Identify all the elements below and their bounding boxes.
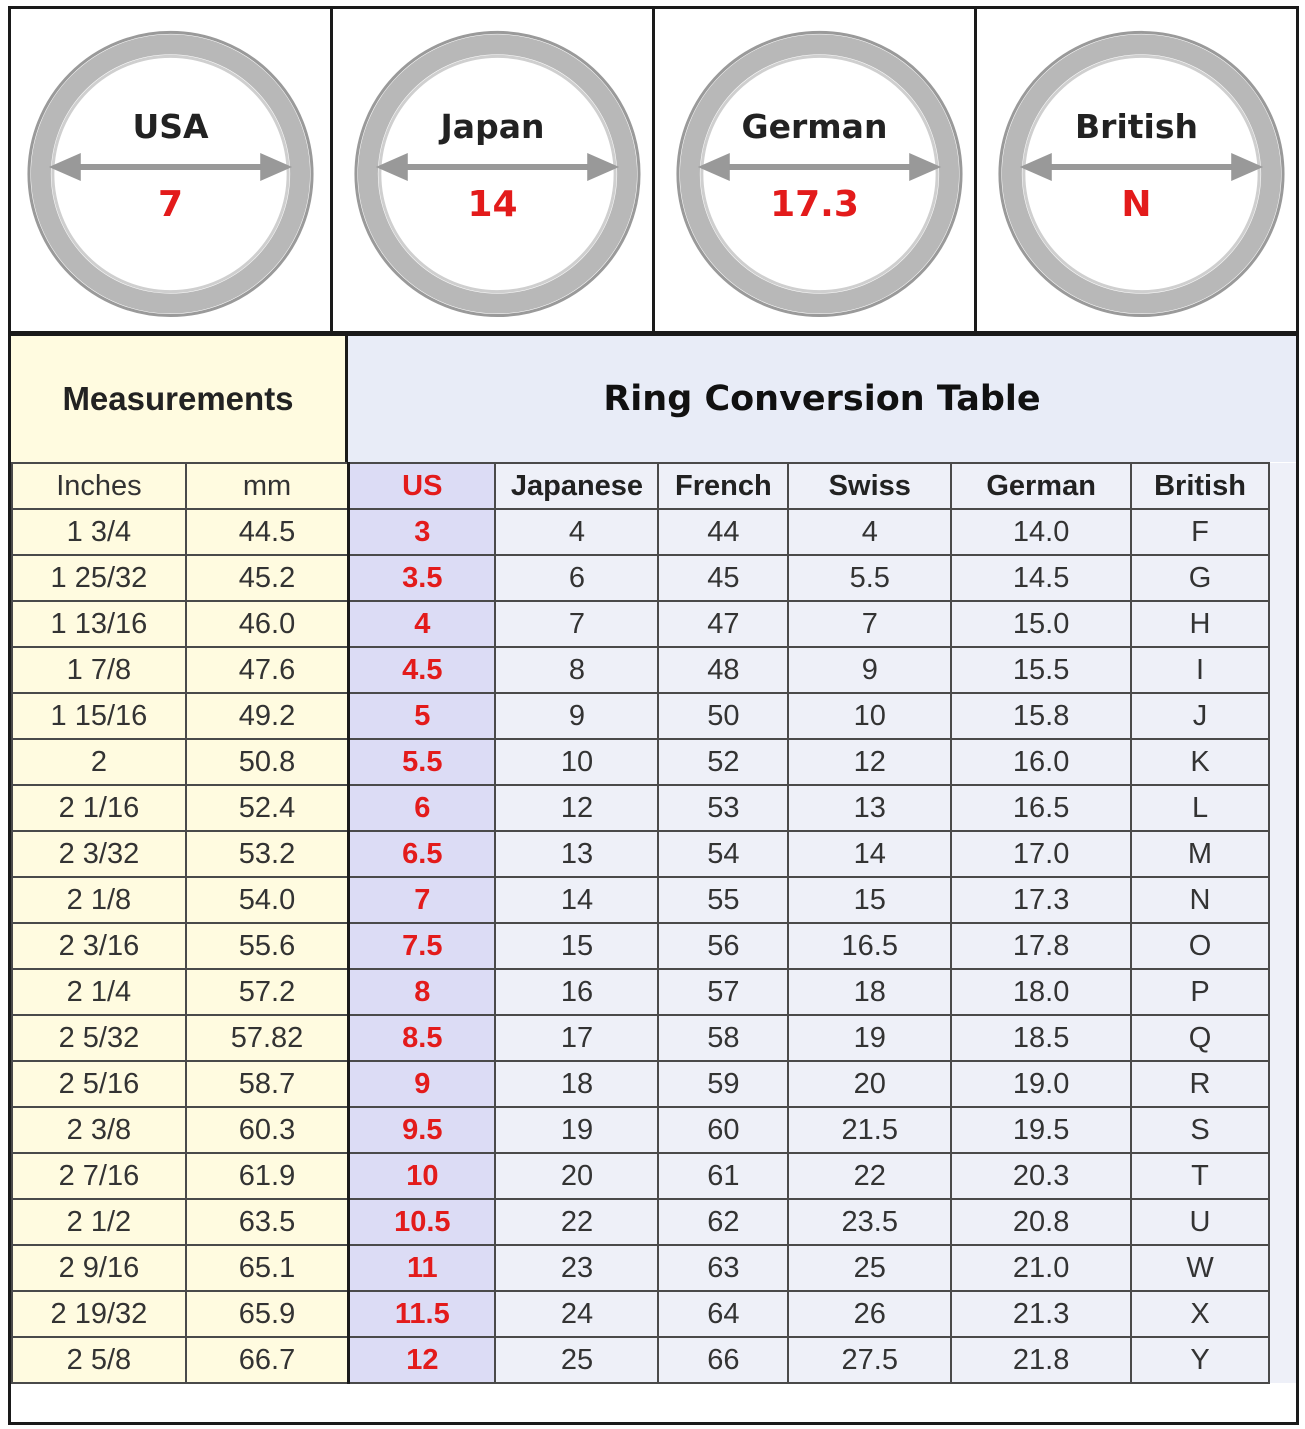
header-british: British (1131, 463, 1269, 509)
swiss-cell: 16.5 (788, 923, 951, 969)
french-cell: 56 (658, 923, 788, 969)
us-cell: 6.5 (349, 831, 496, 877)
table-edge (1269, 1153, 1296, 1199)
swiss-cell: 13 (788, 785, 951, 831)
japanese-cell: 17 (495, 1015, 658, 1061)
inches-cell: 2 19/32 (12, 1291, 186, 1337)
british-cell: L (1131, 785, 1269, 831)
mm-cell: 53.2 (186, 831, 349, 877)
japanese-cell: 8 (495, 647, 658, 693)
table-row (12, 785, 1296, 831)
inches-cell: 1 15/16 (12, 693, 186, 739)
inches-cell: 2 3/16 (12, 923, 186, 969)
mm-cell: 65.9 (186, 1291, 349, 1337)
table-edge (1269, 509, 1296, 555)
mm-cell: 46.0 (186, 601, 349, 647)
ring-conversion-table (11, 462, 1296, 1384)
swiss-cell: 5.5 (788, 555, 951, 601)
table-edge (1269, 785, 1296, 831)
japanese-cell: 7 (495, 601, 658, 647)
swiss-cell: 10 (788, 693, 951, 739)
us-cell: 3.5 (349, 555, 496, 601)
swiss-cell: 4 (788, 509, 951, 555)
mm-cell: 66.7 (186, 1337, 349, 1383)
german-cell: 16.5 (951, 785, 1131, 831)
french-cell: 44 (658, 509, 788, 555)
table-edge (1269, 923, 1296, 969)
table-edge (1269, 555, 1296, 601)
us-cell: 8.5 (349, 1015, 496, 1061)
table-row (12, 1015, 1296, 1061)
french-cell: 47 (658, 601, 788, 647)
mm-cell: 57.82 (186, 1015, 349, 1061)
british-cell: G (1131, 555, 1269, 601)
ring-size-value: 7 (157, 184, 184, 225)
table-row (12, 831, 1296, 877)
table-row (12, 1245, 1296, 1291)
british-cell: H (1131, 601, 1269, 647)
japanese-cell: 13 (495, 831, 658, 877)
inches-cell: 2 1/8 (12, 877, 186, 923)
french-cell: 66 (658, 1337, 788, 1383)
german-cell: 20.8 (951, 1199, 1131, 1245)
swiss-cell: 27.5 (788, 1337, 951, 1383)
us-cell: 9 (349, 1061, 496, 1107)
inches-cell: 2 1/16 (12, 785, 186, 831)
table-row (12, 1153, 1296, 1199)
table-edge (1269, 1245, 1296, 1291)
british-cell: Q (1131, 1015, 1269, 1061)
ring-size-value: 17.3 (770, 184, 859, 225)
german-cell: 15.8 (951, 693, 1131, 739)
table-header-row (12, 463, 1296, 509)
french-cell: 57 (658, 969, 788, 1015)
header-japanese: Japanese (495, 463, 658, 509)
table-edge (1269, 1337, 1296, 1383)
inches-cell: 2 3/8 (12, 1107, 186, 1153)
us-cell: 8 (349, 969, 496, 1015)
japanese-cell: 19 (495, 1107, 658, 1153)
us-cell: 12 (349, 1337, 496, 1383)
inches-cell: 2 7/16 (12, 1153, 186, 1199)
table-row (12, 509, 1296, 555)
japanese-cell: 20 (495, 1153, 658, 1199)
japanese-cell: 14 (495, 877, 658, 923)
french-cell: 53 (658, 785, 788, 831)
header-german: German (951, 463, 1131, 509)
table-row (12, 923, 1296, 969)
us-cell: 10.5 (349, 1199, 496, 1245)
us-cell: 7 (349, 877, 496, 923)
mm-cell: 61.9 (186, 1153, 349, 1199)
table-edge (1269, 693, 1296, 739)
inches-cell: 2 9/16 (12, 1245, 186, 1291)
ring-label: USA (132, 107, 209, 146)
german-cell: 21.8 (951, 1337, 1131, 1383)
german-cell: 21.0 (951, 1245, 1131, 1291)
ring-label: German (741, 107, 888, 146)
japanese-cell: 15 (495, 923, 658, 969)
table-edge (1269, 1107, 1296, 1153)
japanese-cell: 16 (495, 969, 658, 1015)
us-cell: 9.5 (349, 1107, 496, 1153)
table-edge (1269, 1015, 1296, 1061)
british-cell: T (1131, 1153, 1269, 1199)
inches-cell: 2 5/16 (12, 1061, 186, 1107)
table-edge (1269, 1291, 1296, 1337)
swiss-cell: 22 (788, 1153, 951, 1199)
british-cell: M (1131, 831, 1269, 877)
japanese-cell: 9 (495, 693, 658, 739)
ring-label: British (1075, 107, 1198, 146)
german-cell: 18.5 (951, 1015, 1131, 1061)
table-row (12, 1291, 1296, 1337)
table-row (12, 969, 1296, 1015)
japanese-cell: 25 (495, 1337, 658, 1383)
table-row (12, 1061, 1296, 1107)
table-row (12, 601, 1296, 647)
table-edge (1269, 877, 1296, 923)
ring-size-value: N (1121, 184, 1152, 225)
japanese-cell: 22 (495, 1199, 658, 1245)
measurements-title: Measurements (11, 336, 348, 462)
inches-cell: 2 1/4 (12, 969, 186, 1015)
table-edge (1269, 463, 1296, 509)
ring-icon (977, 9, 1296, 331)
table-edge (1269, 647, 1296, 693)
swiss-cell: 18 (788, 969, 951, 1015)
swiss-cell: 25 (788, 1245, 951, 1291)
table-title: Ring Conversion Table (348, 336, 1296, 462)
german-cell: 17.8 (951, 923, 1131, 969)
table-edge (1269, 1199, 1296, 1245)
inches-cell: 1 25/32 (12, 555, 186, 601)
table-row (12, 877, 1296, 923)
inches-cell: 2 5/8 (12, 1337, 186, 1383)
us-cell: 5.5 (349, 739, 496, 785)
conversion-table-area (11, 336, 1296, 1422)
swiss-cell: 26 (788, 1291, 951, 1337)
header-mm: mm (186, 463, 349, 509)
us-cell: 10 (349, 1153, 496, 1199)
german-cell: 15.5 (951, 647, 1131, 693)
table-edge (1269, 601, 1296, 647)
japanese-cell: 23 (495, 1245, 658, 1291)
mm-cell: 44.5 (186, 509, 349, 555)
german-cell: 17.3 (951, 877, 1131, 923)
german-cell: 19.5 (951, 1107, 1131, 1153)
german-cell: 20.3 (951, 1153, 1131, 1199)
table-edge (1269, 739, 1296, 785)
japanese-cell: 10 (495, 739, 658, 785)
french-cell: 61 (658, 1153, 788, 1199)
mm-cell: 65.1 (186, 1245, 349, 1291)
us-cell: 7.5 (349, 923, 496, 969)
mm-cell: 58.7 (186, 1061, 349, 1107)
british-cell: K (1131, 739, 1269, 785)
swiss-cell: 19 (788, 1015, 951, 1061)
us-cell: 11.5 (349, 1291, 496, 1337)
british-cell: W (1131, 1245, 1269, 1291)
table-row (12, 1337, 1296, 1383)
mm-cell: 57.2 (186, 969, 349, 1015)
mm-cell: 54.0 (186, 877, 349, 923)
british-cell: O (1131, 923, 1269, 969)
table-row (12, 739, 1296, 785)
inches-cell: 1 3/4 (12, 509, 186, 555)
table-row (12, 1199, 1296, 1245)
japanese-cell: 4 (495, 509, 658, 555)
japanese-cell: 18 (495, 1061, 658, 1107)
british-cell: J (1131, 693, 1269, 739)
ring-german (655, 9, 977, 331)
mm-cell: 63.5 (186, 1199, 349, 1245)
british-cell: N (1131, 877, 1269, 923)
ring-british (977, 9, 1296, 331)
german-cell: 16.0 (951, 739, 1131, 785)
ring-size-value: 14 (467, 184, 518, 225)
table-body (12, 509, 1296, 1383)
ring-label: Japan (440, 107, 545, 146)
header-us: US (349, 463, 496, 509)
us-cell: 6 (349, 785, 496, 831)
swiss-cell: 15 (788, 877, 951, 923)
french-cell: 55 (658, 877, 788, 923)
mm-cell: 55.6 (186, 923, 349, 969)
ring-illustrations (11, 9, 1296, 336)
french-cell: 58 (658, 1015, 788, 1061)
us-cell: 3 (349, 509, 496, 555)
ring-size-chart (8, 6, 1299, 1425)
french-cell: 63 (658, 1245, 788, 1291)
japanese-cell: 24 (495, 1291, 658, 1337)
british-cell: Y (1131, 1337, 1269, 1383)
british-cell: P (1131, 969, 1269, 1015)
swiss-cell: 12 (788, 739, 951, 785)
french-cell: 52 (658, 739, 788, 785)
british-cell: I (1131, 647, 1269, 693)
swiss-cell: 23.5 (788, 1199, 951, 1245)
british-cell: R (1131, 1061, 1269, 1107)
japanese-cell: 12 (495, 785, 658, 831)
french-cell: 60 (658, 1107, 788, 1153)
mm-cell: 49.2 (186, 693, 349, 739)
mm-cell: 45.2 (186, 555, 349, 601)
header-swiss: Swiss (788, 463, 951, 509)
french-cell: 48 (658, 647, 788, 693)
french-cell: 62 (658, 1199, 788, 1245)
german-cell: 18.0 (951, 969, 1131, 1015)
header-inches: Inches (12, 463, 186, 509)
us-cell: 5 (349, 693, 496, 739)
japanese-cell: 6 (495, 555, 658, 601)
german-cell: 14.0 (951, 509, 1131, 555)
french-cell: 50 (658, 693, 788, 739)
swiss-cell: 20 (788, 1061, 951, 1107)
french-cell: 59 (658, 1061, 788, 1107)
table-row (12, 555, 1296, 601)
ring-icon (333, 9, 652, 331)
mm-cell: 60.3 (186, 1107, 349, 1153)
german-cell: 19.0 (951, 1061, 1131, 1107)
us-cell: 11 (349, 1245, 496, 1291)
table-row (12, 647, 1296, 693)
swiss-cell: 7 (788, 601, 951, 647)
mm-cell: 47.6 (186, 647, 349, 693)
inches-cell: 1 7/8 (12, 647, 186, 693)
table-row (12, 1107, 1296, 1153)
german-cell: 21.3 (951, 1291, 1131, 1337)
inches-cell: 2 5/32 (12, 1015, 186, 1061)
british-cell: U (1131, 1199, 1269, 1245)
table-edge (1269, 1061, 1296, 1107)
inches-cell: 2 (12, 739, 186, 785)
table-edge (1269, 831, 1296, 877)
us-cell: 4 (349, 601, 496, 647)
us-cell: 4.5 (349, 647, 496, 693)
british-cell: F (1131, 509, 1269, 555)
ring-icon (655, 9, 974, 331)
ring-japan (333, 9, 655, 331)
british-cell: X (1131, 1291, 1269, 1337)
ring-icon (11, 9, 330, 331)
inches-cell: 1 13/16 (12, 601, 186, 647)
french-cell: 64 (658, 1291, 788, 1337)
mm-cell: 50.8 (186, 739, 349, 785)
table-edge (1269, 969, 1296, 1015)
swiss-cell: 21.5 (788, 1107, 951, 1153)
german-cell: 14.5 (951, 555, 1131, 601)
french-cell: 54 (658, 831, 788, 877)
mm-cell: 52.4 (186, 785, 349, 831)
german-cell: 17.0 (951, 831, 1131, 877)
german-cell: 15.0 (951, 601, 1131, 647)
swiss-cell: 9 (788, 647, 951, 693)
ring-usa (11, 9, 333, 331)
table-row (12, 693, 1296, 739)
inches-cell: 2 3/32 (12, 831, 186, 877)
header-french: French (658, 463, 788, 509)
british-cell: S (1131, 1107, 1269, 1153)
swiss-cell: 14 (788, 831, 951, 877)
inches-cell: 2 1/2 (12, 1199, 186, 1245)
french-cell: 45 (658, 555, 788, 601)
